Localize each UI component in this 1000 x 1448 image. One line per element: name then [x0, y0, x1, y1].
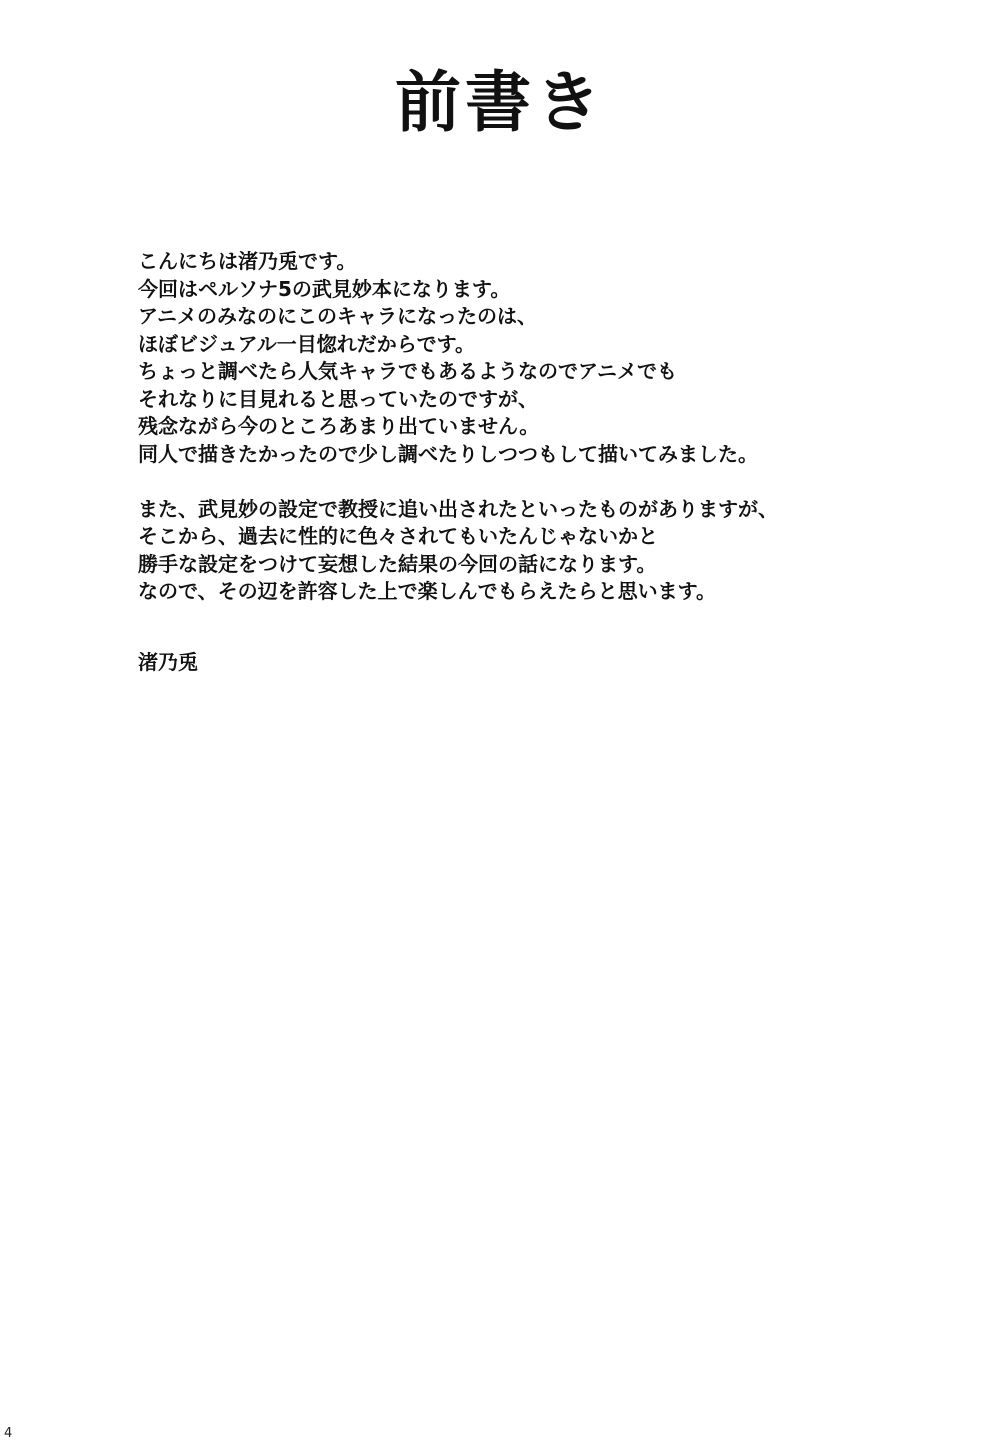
text-line: 残念ながら今のところあまり出ていません。	[138, 414, 540, 438]
text-line: ちょっと調べたら人気キャラでもあるようなのでアニメでも	[138, 359, 677, 383]
text-line: なので、その辺を許容した上で楽しんでもらえたらと思います。	[138, 579, 716, 603]
text-line: 同人で描きたかったので少し調べたりしつつもして描いてみました。	[138, 441, 758, 466]
text-line: また、武見妙の設定で教授に追い出されたといったものがありますが、	[138, 496, 778, 521]
page-title: 前書き	[395, 64, 605, 141]
text-line: 勝手な設定をつけて妄想した結果の今回の話になります。	[138, 551, 657, 576]
page-number: 4	[4, 1426, 13, 1441]
text-line: そこから、過去に性的に色々されてもいたんじゃないかと	[138, 524, 658, 548]
author-signature: 渚乃兎	[138, 650, 198, 674]
text-line: 今回はペルソナ5の武見妙本になります。	[138, 276, 511, 301]
preface-body	[138, 248, 878, 606]
text-line: こんにちは渚乃兎です。	[138, 249, 357, 273]
paragraph-setting	[138, 496, 878, 606]
text-line: アニメのみなのにこのキャラになったのは、	[138, 304, 537, 328]
text-line: ほぼビジュアル一目惚れだからです。	[138, 331, 475, 356]
paragraph-intro	[138, 248, 878, 468]
text-line: それなりに目見れると思っていたのですが、	[138, 386, 538, 411]
